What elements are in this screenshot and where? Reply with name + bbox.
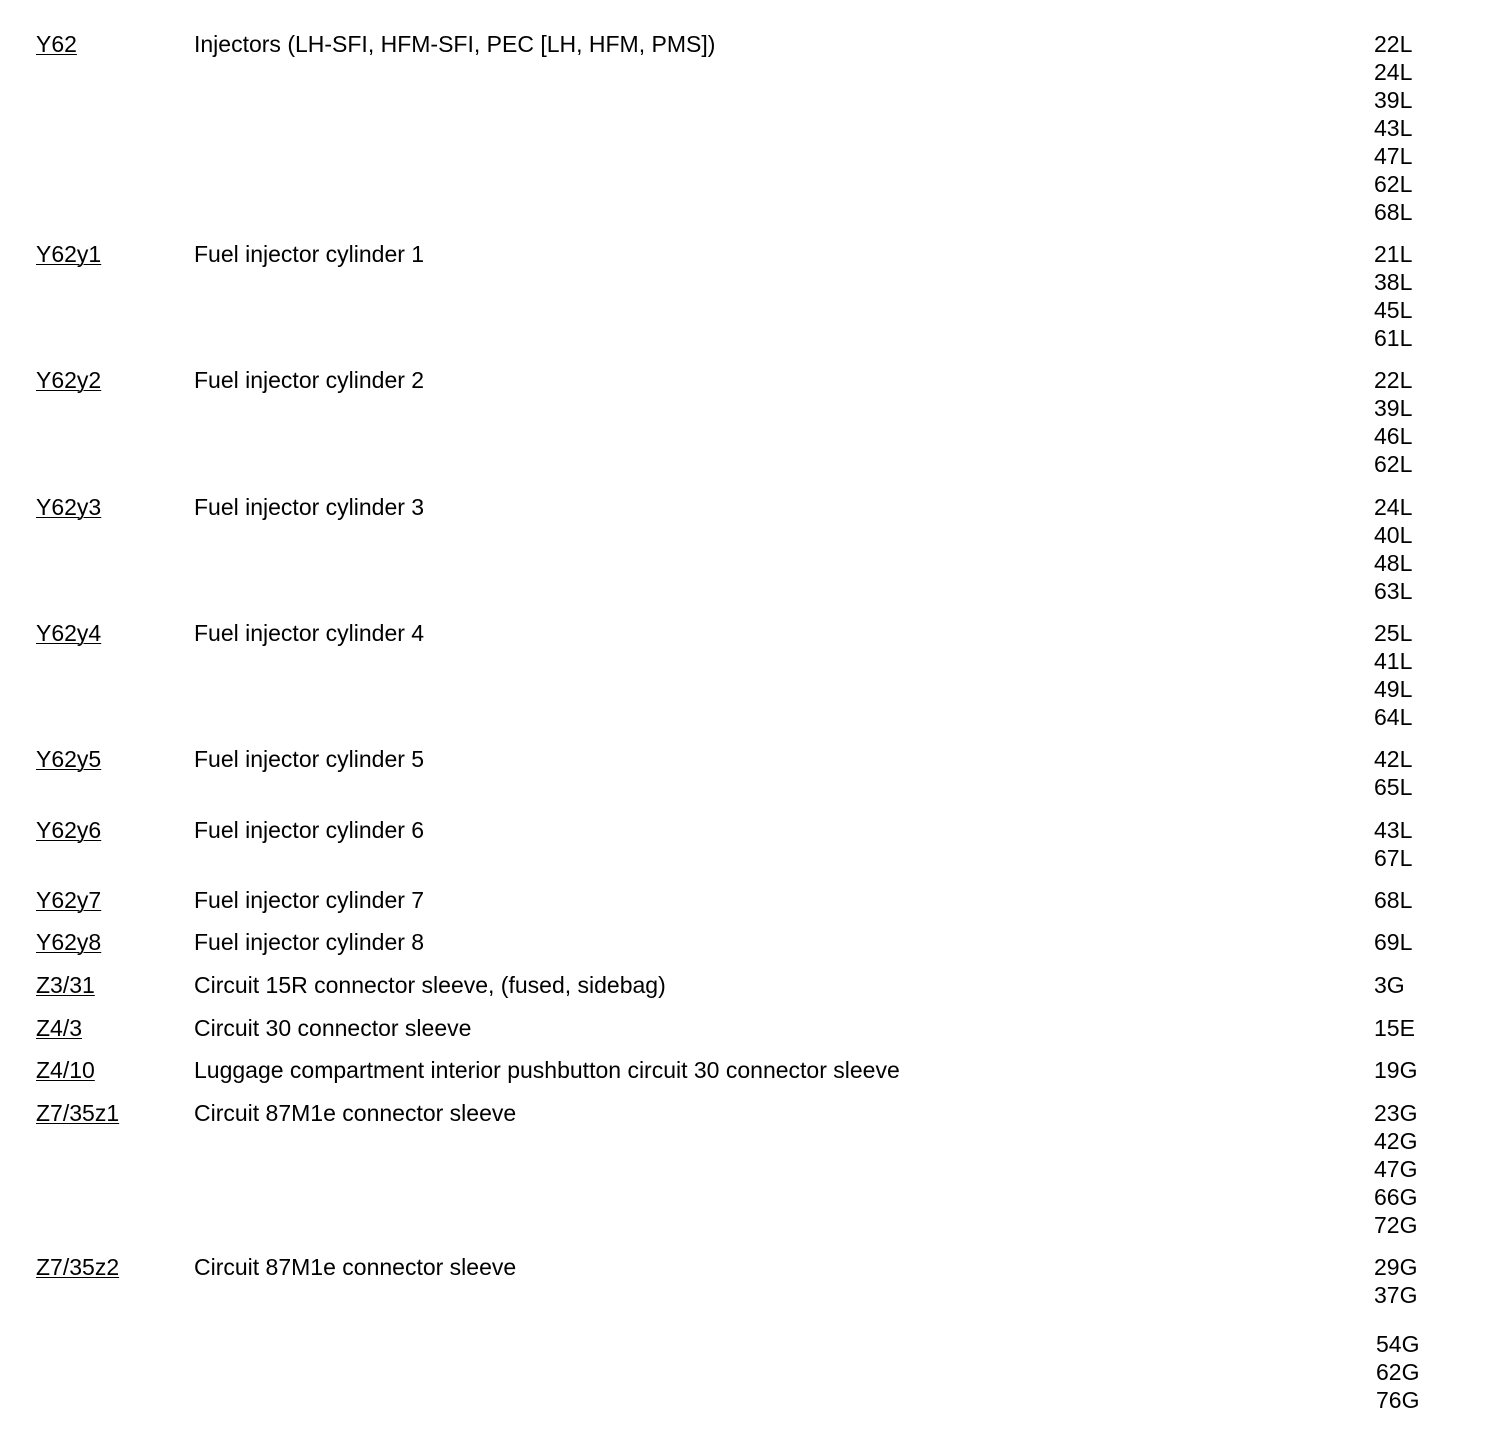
component-code-link[interactable]: Y62y1 [36,241,102,267]
grid-reference: 24L [1374,494,1413,520]
component-description: Fuel injector cylinder 8 [194,929,425,955]
component-code-link[interactable]: Y62y8 [36,929,102,955]
grid-reference: 37G [1374,1282,1418,1308]
grid-reference: 68L [1374,199,1413,225]
grid-reference: 63L [1374,578,1413,604]
component-description: Fuel injector cylinder 5 [194,746,425,772]
grid-reference: 40L [1374,522,1413,548]
grid-reference-list [1374,928,1412,956]
component-description: Fuel injector cylinder 2 [194,367,425,393]
component-description: Fuel injector cylinder 6 [194,817,425,843]
component-code-link[interactable]: Z7/35z1 [36,1100,120,1126]
grid-reference-list [1374,1099,1417,1239]
component-description: Fuel injector cylinder 7 [194,887,425,913]
grid-reference: 64L [1374,704,1413,730]
grid-reference-list [1374,619,1412,731]
grid-reference: 61L [1374,325,1413,351]
grid-reference: 47G [1374,1156,1418,1182]
grid-reference: 48L [1374,550,1413,576]
grid-reference-list [1374,1253,1417,1309]
grid-reference: 23G [1374,1100,1418,1126]
grid-reference: 54G [1376,1331,1420,1357]
grid-reference: 67L [1374,845,1413,871]
grid-reference: 69L [1374,929,1413,955]
grid-reference: 68L [1374,887,1413,913]
component-description: Circuit 30 connector sleeve [194,1015,472,1041]
component-code-link[interactable]: Y62y5 [36,746,102,772]
grid-reference: 65L [1374,774,1413,800]
component-description: Fuel injector cylinder 1 [194,241,425,267]
grid-reference-list [1374,1014,1415,1042]
component-description: Injectors (LH-SFI, HFM-SFI, PEC [LH, HFM, PMS]) [194,31,716,57]
grid-reference: 62G [1376,1359,1420,1385]
grid-reference: 38L [1374,269,1413,295]
component-code-link[interactable]: Y62 [36,31,77,57]
grid-reference: 29G [1374,1254,1418,1280]
grid-reference-list [1374,240,1412,352]
component-code-link[interactable]: Z4/3 [36,1015,83,1041]
component-code-link[interactable]: Y62y2 [36,367,102,393]
grid-reference: 21L [1374,241,1413,267]
grid-reference: 46L [1374,423,1413,449]
grid-reference-list [1374,1056,1417,1084]
grid-reference: 45L [1374,297,1413,323]
grid-reference-list [1374,493,1412,605]
grid-reference: 42L [1374,746,1413,772]
component-code-link[interactable]: Y62y4 [36,620,102,646]
grid-reference-list [1374,366,1412,478]
grid-reference: 15E [1374,1015,1415,1041]
grid-reference: 39L [1374,87,1413,113]
grid-reference: 41L [1374,648,1413,674]
grid-reference: 62L [1374,171,1413,197]
component-code-link[interactable]: Y62y6 [36,817,102,843]
grid-reference: 43L [1374,115,1413,141]
grid-reference: 66G [1374,1184,1418,1210]
grid-reference: 62L [1374,451,1413,477]
grid-reference: 22L [1374,367,1413,393]
grid-reference: 3G [1374,972,1405,998]
grid-reference-list [1374,886,1412,914]
component-description: Luggage compartment interior pushbutton circuit 30 connector sleeve [194,1057,900,1083]
continued-reference-list [1376,1330,1419,1414]
component-description: Circuit 87M1e connector sleeve [194,1100,517,1126]
component-code-link[interactable]: Y62y7 [36,887,102,913]
grid-reference-list [1374,30,1412,226]
grid-reference: 22L [1374,31,1413,57]
grid-reference-list [1374,745,1412,801]
grid-reference-list [1374,971,1405,999]
grid-reference: 49L [1374,676,1413,702]
grid-reference: 25L [1374,620,1413,646]
component-code-link[interactable]: Z7/35z2 [36,1254,120,1280]
component-description: Fuel injector cylinder 4 [194,620,425,646]
component-description: Circuit 15R connector sleeve, (fused, sidebag) [194,972,666,998]
grid-reference: 72G [1374,1212,1418,1238]
component-code-link[interactable]: Y62y3 [36,494,102,520]
component-description: Circuit 87M1e connector sleeve [194,1254,517,1280]
grid-reference: 43L [1374,817,1413,843]
grid-reference: 19G [1374,1057,1418,1083]
grid-reference: 42G [1374,1128,1418,1154]
grid-reference-list [1374,816,1412,872]
component-code-link[interactable]: Z4/10 [36,1057,95,1083]
grid-reference: 24L [1374,59,1413,85]
component-description: Fuel injector cylinder 3 [194,494,425,520]
component-code-link[interactable]: Z3/31 [36,972,95,998]
grid-reference: 47L [1374,143,1413,169]
grid-reference: 76G [1376,1387,1420,1413]
grid-reference: 39L [1374,395,1413,421]
